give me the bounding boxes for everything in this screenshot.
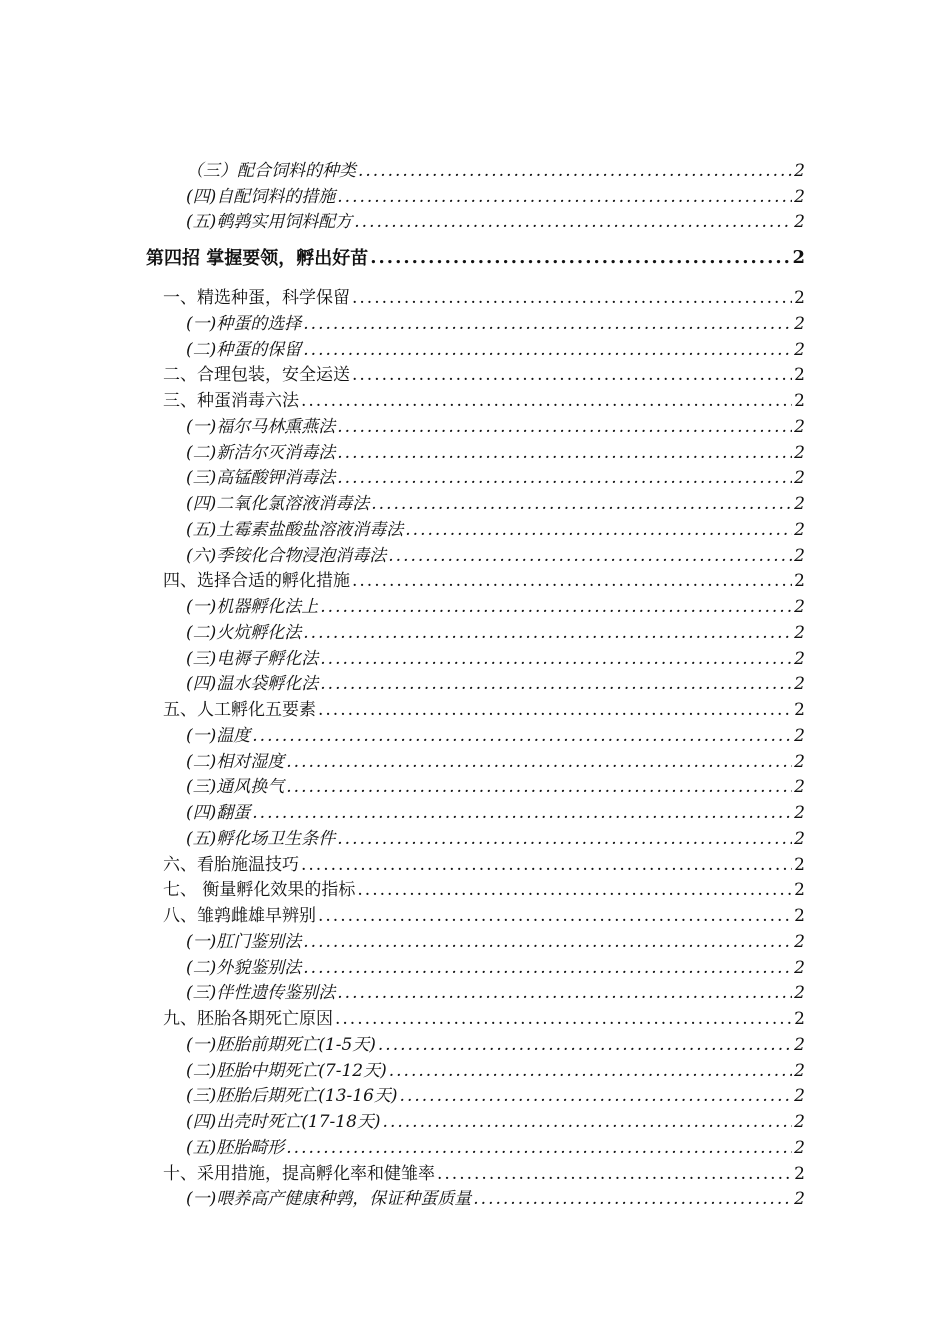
toc-entry-page-number: 2 (794, 1112, 805, 1132)
toc-entry-title: (一)种蛋的选择 (186, 313, 302, 334)
toc-entry-page-number: 2 (794, 160, 805, 181)
toc-entry-page-number: 2 (794, 931, 805, 952)
toc-entry-page-number: 2 (794, 803, 805, 823)
toc-entry-title: 三、种蛋消毒六法 (163, 391, 299, 411)
toc-leader-dots (352, 365, 792, 385)
toc-leader-dots (378, 1035, 792, 1055)
toc-leader-dots (320, 597, 792, 617)
toc-leader-dots (252, 726, 792, 746)
toc-entry-title: (四)自配饲料的措施 (186, 186, 336, 207)
toc-entry[interactable] (0, 207, 805, 233)
toc-leader-dots (388, 546, 792, 566)
toc-entry-page-number: 2 (794, 186, 805, 207)
toc-leader-dots (352, 288, 792, 308)
toc-leader-dots (335, 1009, 792, 1029)
toc-leader-dots (354, 212, 792, 232)
toc-leader-dots (358, 161, 792, 181)
toc-entry-page-number: 2 (794, 391, 805, 411)
toc-entry-title: (一)喂养高产健康种鹑，保证种蛋质量 (186, 1189, 472, 1210)
toc-entry-page-number: 2 (794, 339, 805, 360)
toc-entry-page-number: 2 (794, 212, 805, 233)
toc-leader-dots (286, 777, 792, 797)
toc-leader-dots (252, 803, 792, 823)
toc-entry-page-number: 2 (794, 880, 805, 901)
toc-entry-page-number: 2 (794, 365, 805, 386)
toc-entry[interactable] (0, 720, 805, 746)
toc-entry[interactable] (0, 746, 805, 772)
toc-entry[interactable] (0, 1158, 805, 1184)
toc-entry[interactable] (0, 566, 805, 592)
toc-entry-page-number: 2 (794, 622, 805, 643)
toc-entry[interactable] (0, 823, 805, 849)
toc-entry-title: (一)福尔马林熏燕法 (186, 416, 336, 437)
toc-leader-dots (303, 314, 792, 334)
toc-entry[interactable] (0, 181, 805, 207)
toc-entry-title: (二)外貌鉴别法 (186, 957, 302, 978)
toc-entry[interactable] (0, 1184, 805, 1210)
toc-entry-page-number: 2 (794, 416, 805, 437)
toc-entry[interactable] (0, 463, 805, 489)
toc-leader-dots (286, 752, 792, 772)
toc-entry-page-number: 2 (794, 1060, 805, 1081)
toc-entry[interactable] (0, 334, 805, 360)
toc-entry[interactable] (0, 1106, 805, 1132)
toc-entry-title: 一、精选种蛋，科学保留 (163, 288, 350, 308)
toc-entry-title: (四)出壳时死亡(17-18天) (186, 1112, 381, 1132)
toc-entry[interactable] (0, 617, 805, 643)
toc-entry-page-number: 2 (794, 313, 805, 334)
toc-entry[interactable] (0, 1029, 805, 1055)
toc-entry-title: (二)新洁尔灭消毒法 (186, 442, 336, 463)
toc-leader-dots (437, 1164, 792, 1184)
toc-entry[interactable] (0, 1055, 805, 1081)
toc-leader-dots (337, 187, 792, 207)
toc-entry-page-number: 2 (794, 777, 805, 798)
table-of-contents (0, 155, 950, 1209)
toc-entry-page-number: 2 (794, 1189, 805, 1210)
toc-leader-dots (371, 494, 792, 514)
toc-entry-page-number: 2 (792, 246, 805, 268)
toc-entry[interactable] (0, 643, 805, 669)
toc-entry-page-number: 2 (794, 519, 805, 540)
toc-entry-title: (三)电褥子孵化法 (186, 648, 319, 669)
toc-entry-page-number: 2 (794, 648, 805, 669)
toc-leader-dots (405, 520, 792, 540)
toc-entry-title: (五)鹌鹑实用饲料配方 (186, 212, 353, 233)
toc-entry-page-number: 2 (794, 751, 805, 772)
toc-leader-dots (286, 1138, 792, 1158)
toc-entry-page-number: 2 (794, 1034, 805, 1055)
toc-leader-dots (357, 880, 792, 900)
toc-entry-page-number: 2 (794, 957, 805, 978)
toc-leader-dots (303, 932, 792, 952)
toc-leader-dots (337, 443, 792, 463)
toc-entry[interactable] (0, 360, 805, 386)
toc-entry[interactable] (0, 926, 805, 952)
toc-entry-page-number: 2 (794, 906, 805, 926)
toc-entry[interactable] (0, 1132, 805, 1158)
toc-entry-title: 十、采用措施，提高孵化率和健雏率 (163, 1163, 435, 1184)
toc-entry[interactable] (0, 232, 805, 282)
toc-entry-title: (二)胚胎中期死亡(7-12天) (186, 1060, 387, 1081)
toc-entry[interactable] (0, 1081, 805, 1107)
toc-entry-title: (五)土霉素盐酸盐溶液消毒法 (186, 519, 404, 540)
toc-entry-title: 六、看胎施温技巧 (163, 854, 299, 875)
toc-leader-dots (303, 340, 792, 360)
toc-entry-title: (四)温水袋孵化法 (186, 674, 319, 695)
toc-leader-dots (473, 1189, 792, 1209)
toc-entry[interactable] (0, 694, 805, 720)
toc-entry[interactable] (0, 772, 805, 798)
toc-entry-page-number: 2 (794, 597, 805, 617)
toc-entry-page-number: 2 (794, 545, 805, 566)
toc-leader-dots (337, 983, 792, 1003)
toc-entry-title: 五、人工孵化五要素 (163, 700, 316, 720)
toc-entry[interactable] (0, 514, 805, 540)
toc-entry-title: 四、选择合适的孵化措施 (163, 571, 350, 592)
toc-entry[interactable] (0, 385, 805, 411)
toc-entry[interactable] (0, 1003, 805, 1029)
toc-entry[interactable] (0, 669, 805, 695)
toc-leader-dots (400, 1086, 793, 1106)
toc-entry[interactable] (0, 591, 805, 617)
toc-entry-title: (一)机器孵化法上 (186, 597, 319, 617)
toc-entry-page-number: 2 (794, 1086, 805, 1107)
toc-leader-dots (383, 1112, 793, 1132)
toc-entry[interactable] (0, 282, 805, 308)
toc-entry-page-number: 2 (794, 700, 805, 720)
toc-leader-dots (320, 649, 792, 669)
toc-entry-title: (五)孵化场卫生条件 (186, 828, 336, 849)
toc-entry[interactable] (0, 978, 805, 1004)
toc-entry[interactable] (0, 155, 805, 181)
toc-entry-title: 八、雏鹑雌雄早辨别 (163, 906, 316, 926)
toc-leader-dots (318, 906, 792, 926)
toc-entry-title: (一)胚胎前期死亡(1-5天) (186, 1034, 376, 1055)
toc-entry-title: (六)季铵化合物浸泡消毒法 (186, 545, 387, 566)
toc-entry-page-number: 2 (794, 1163, 805, 1184)
toc-entry-page-number: 2 (794, 854, 805, 875)
toc-leader-dots (303, 623, 792, 643)
toc-leader-dots (389, 1061, 792, 1081)
toc-entry-title: (二)火炕孵化法 (186, 622, 302, 643)
toc-entry[interactable] (0, 797, 805, 823)
toc-leader-dots (301, 391, 792, 411)
toc-entry-page-number: 2 (794, 983, 805, 1004)
toc-entry[interactable] (0, 540, 805, 566)
toc-entry-title: (一)温度 (186, 725, 251, 746)
toc-entry-title: (五)胚胎畸形 (186, 1137, 285, 1158)
toc-entry[interactable] (0, 437, 805, 463)
toc-entry-title: (一)肛门鉴别法 (186, 931, 302, 952)
toc-entry-title: （三）配合饲料的种类 (186, 160, 356, 181)
toc-leader-dots (337, 417, 792, 437)
toc-entry[interactable] (0, 411, 805, 437)
toc-entry-title: (三)通风换气 (186, 777, 285, 798)
toc-entry-page-number: 2 (794, 828, 805, 849)
toc-entry[interactable] (0, 308, 805, 334)
toc-entry-title: (二)相对湿度 (186, 751, 285, 772)
toc-entry-page-number: 2 (794, 442, 805, 463)
toc-entry-title: 七、 衡量孵化效果的指标 (163, 880, 356, 901)
toc-entry-title: (四)二氧化氯溶液消毒法 (186, 494, 370, 514)
toc-entry[interactable] (0, 488, 805, 514)
toc-leader-dots (337, 829, 792, 849)
toc-leader-dots (337, 468, 792, 488)
toc-entry-page-number: 2 (794, 571, 805, 592)
toc-entry-page-number: 2 (794, 674, 805, 695)
toc-entry-page-number: 2 (794, 1137, 805, 1158)
toc-entry-title: (三)伴性遗传鉴别法 (186, 983, 336, 1004)
toc-leader-dots (318, 700, 792, 720)
toc-entry-title: (四)翻蛋 (186, 803, 251, 823)
toc-entry-page-number: 2 (794, 1009, 805, 1029)
toc-leader-dots (320, 674, 792, 694)
toc-entry-page-number: 2 (794, 725, 805, 746)
toc-entry[interactable] (0, 952, 805, 978)
toc-entry-title: (三)胚胎后期死亡(13-16天) (186, 1086, 398, 1107)
toc-leader-dots (301, 855, 792, 875)
toc-entry-page-number: 2 (794, 468, 805, 489)
toc-entry-title: (二)种蛋的保留 (186, 339, 302, 360)
toc-entry[interactable] (0, 875, 805, 901)
toc-entry[interactable] (0, 900, 805, 926)
toc-entry-title: 二、合理包装，安全运送 (163, 365, 350, 386)
toc-entry[interactable] (0, 849, 805, 875)
toc-entry-page-number: 2 (794, 494, 805, 514)
toc-leader-dots (370, 247, 790, 268)
toc-entry-title: 九、胚胎各期死亡原因 (163, 1009, 333, 1029)
toc-leader-dots (352, 571, 792, 591)
toc-leader-dots (303, 958, 792, 978)
toc-entry-title: (三)高锰酸钾消毒法 (186, 468, 336, 489)
toc-entry-page-number: 2 (794, 288, 805, 308)
toc-entry-title: 第四招 掌握要领，孵出好苗 (146, 248, 369, 270)
